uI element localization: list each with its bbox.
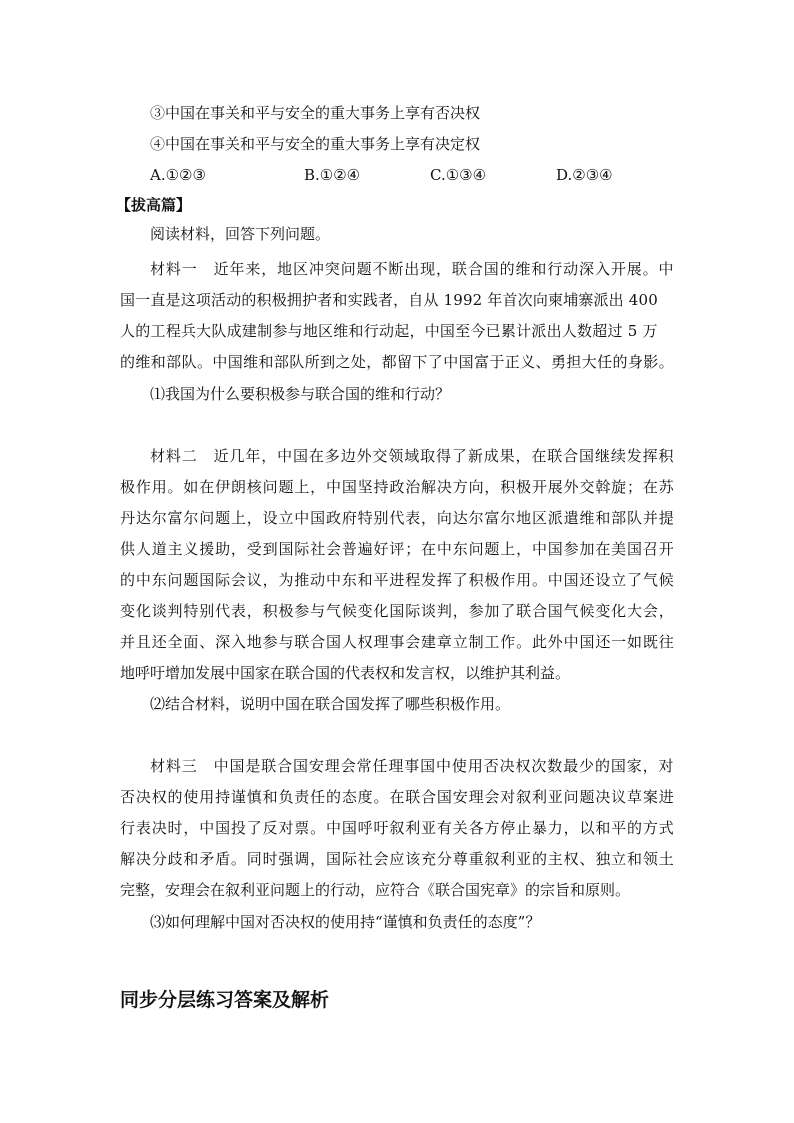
material1-line: 国 一 直 是 这 项 活 动 的 积 极 拥 护 者 和 实 践 者 ， 自 从 1 9 9 2 年 首 次 向 柬 埔 寨 派 出 4 0 0 (120, 291, 658, 309)
material3-line: 完整，安理会在叙利亚问题上的行动，应符合《联合国宪章》的宗旨和原则。 (120, 881, 631, 899)
material3-line: 材 料 三 中 国 是 联 合 国 安 理 会 常 任 理 事 国 中 使 用 否 决 权 次 数 最 少 的 国 家 ， 对 (150, 757, 674, 775)
statement-4: ④中国在事关和平与安全的重大事务上享有决定权 (150, 135, 481, 153)
option-a: A.①②③ (150, 166, 206, 184)
material1-line: 人 的 工 程 兵 大 队 成 建 制 参 与 地 区 维 和 行 动 起 ， 中 国 至 今 已 累 计 派 出 人 数 超 过 5 万 (120, 322, 658, 340)
material2-line: 变 化 谈 判 特 别 代 表 ， 积 极 参 与 气 候 变 化 国 际 谈 判 ， 参 加 了 联 合 国 气 候 变 化 大 会 ， (120, 602, 674, 620)
option-b: B.①②④ (304, 166, 361, 184)
material2-line: 地呼吁增加发展中国家在联合国的代表权和发言权，以维护其利益。 (120, 664, 571, 682)
material2-line: 材 料 二 近 几 年 ， 中 国 在 多 边 外 交 领 域 取 得 了 新 成 果 ， 在 联 合 国 继 续 发 挥 积 (150, 447, 674, 465)
material1-line: 的 维 和 部 队 。 中 国 维 和 部 队 所 到 之 处 ， 都 留 下 了 中 国 富 于 正 义 、 勇 担 大 任 的 身 影 。 (120, 353, 674, 371)
question-1: ⑴我国为什么要积极参与联合国的维和行动？ (150, 385, 451, 403)
material2-line: 极 作 用 。 如 在 伊 朗 核 问 题 上 ， 中 国 坚 持 政 治 解 决 方 向 ， 积 极 开 展 外 交 斡 旋 ； 在 苏 (120, 478, 674, 496)
answers-heading: 同步分层练习答案及解析 (120, 989, 330, 1011)
question-2: ⑵结合材料，说明中国在联合国发挥了哪些积极作用。 (150, 695, 511, 713)
material1-line: 材 料 一 近 年 来 ， 地 区 冲 突 问 题 不 断 出 现 ， 联 合 国 的 维 和 行 动 深 入 开 展 。 中 (150, 260, 674, 278)
material2-line: 并 且 还 全 面 、 深 入 地 参 与 联 合 国 人 权 理 事 会 建 章 立 制 工 作 。 此 外 中 国 还 一 如 既 往 (120, 633, 674, 651)
material2-line: 丹 达 尔 富 尔 问 题 上 ， 设 立 中 国 政 府 特 别 代 表 ， 向 达 尔 富 尔 地 区 派 遣 维 和 部 队 并 提 (120, 509, 674, 527)
material3-line: 行 表 决 时 ， 中 国 投 了 反 对 票 。 中 国 呼 吁 叙 利 亚 有 关 各 方 停 止 暴 力 ， 以 和 平 的 方 式 (120, 819, 674, 837)
advanced-heading: 【拔高篇】 (116, 196, 192, 214)
option-d: D.②③④ (556, 166, 613, 184)
material3-line: 解 决 分 歧 和 矛 盾 。 同 时 强 调 ， 国 际 社 会 应 该 充 分 尊 重 叙 利 亚 的 主 权 、 独 立 和 领 土 (120, 850, 674, 868)
option-c: C.①③④ (430, 166, 487, 184)
material3-line: 否 决 权 的 使 用 持 谨 慎 和 负 责 任 的 态 度 。 在 联 合 国 安 理 会 对 叙 利 亚 问 题 决 议 草 案 进 (120, 788, 674, 806)
material2-line: 供 人 道 主 义 援 助 ， 受 到 国 际 社 会 普 遍 好 评 ； 在 中 东 问 题 上 ， 中 国 参 加 在 美 国 召 开 (120, 540, 674, 558)
instruction: 阅读材料，回答下列问题。 (150, 225, 331, 243)
question-3: ⑶如何理解中国对否决权的使用持“谨慎和负责任的态度”？ (150, 913, 541, 931)
statement-3: ③中国在事关和平与安全的重大事务上享有否决权 (150, 104, 481, 122)
material2-line: 的 中 东 问 题 国 际 会 议 ， 为 推 动 中 东 和 平 进 程 发 挥 了 积 极 作 用 。 中 国 还 设 立 了 气 候 (120, 571, 674, 589)
